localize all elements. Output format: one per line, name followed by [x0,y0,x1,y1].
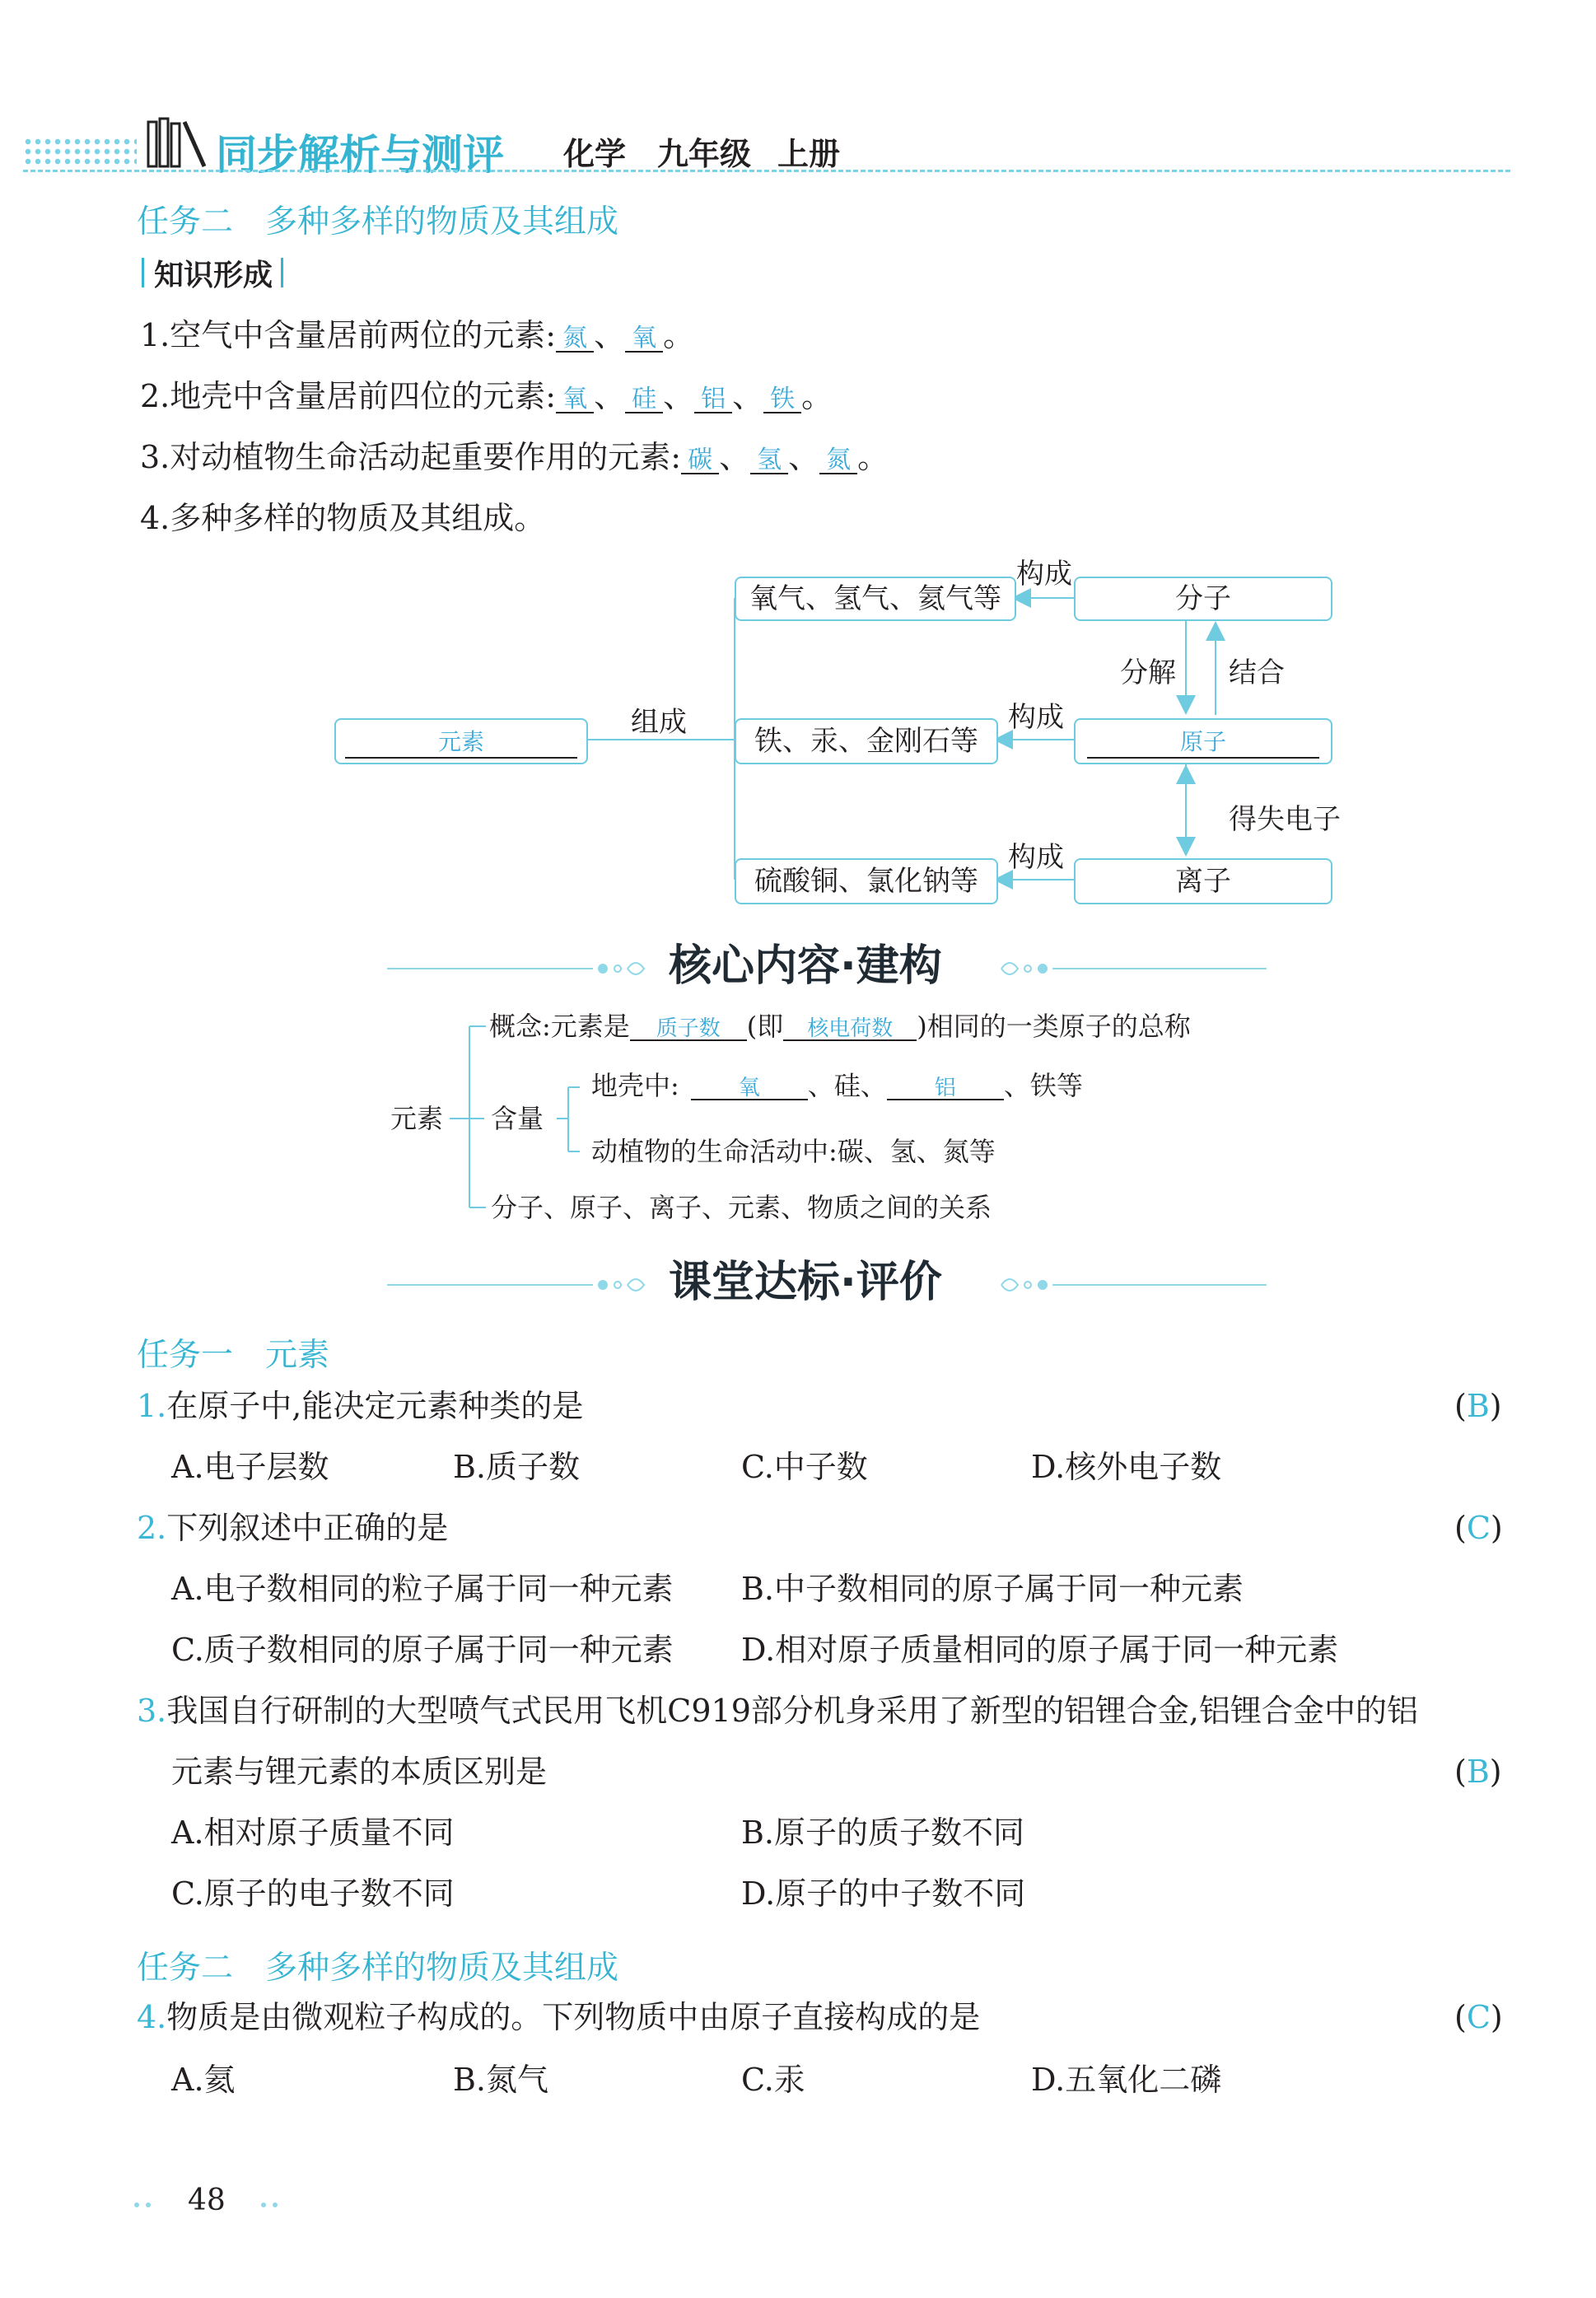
ion-label: 离子 [1175,865,1231,898]
substances-row2: 铁、汞、金刚石等 [754,725,978,758]
task1-title: 任务一 元素 [137,1337,330,1374]
q3-option-b: B.原子的质子数不同 [741,1815,1025,1851]
knowledge-item-1: 1.空气中含量居前两位的元素: 氮 、 氧 。 [140,317,695,353]
q3-option-d: D.原子的中子数不同 [741,1875,1026,1912]
question-4 [137,2001,980,2033]
knowledge-item-4: 4.多种多样的物质及其组成。 [140,500,546,536]
question-4-num: 4. [137,1999,167,2035]
q2-option-d: D.相对原子质量相同的原子属于同一种元素 [741,1632,1339,1668]
item2-answer-2: 硅 [625,387,663,413]
row1-goucheng-label: 构成 [1016,558,1072,591]
question-2-answer-value: C [1466,1510,1491,1546]
grade-label: 九年级 [657,136,752,172]
question-2-num: 2. [137,1510,167,1546]
question-3-answer: (B) [1454,1754,1502,1790]
series-title: 同步解析与测评 [216,131,504,179]
question-1-num: 1. [137,1388,167,1424]
question-4-answer: (C) [1454,1999,1503,2035]
knowledge-item-2: 2.地壳中含量居前四位的元素: 氧 、 硅 、 铝 、 铁 。 [140,378,833,414]
q4-option-c: C.汞 [741,2062,805,2098]
fenjie-label: 分解 [1120,656,1176,689]
q1-option-b: B.质子数 [453,1449,581,1485]
question-2-stem: 下列叙述中正确的是 [166,1510,449,1546]
substances-row1: 氧气、氢气、氦气等 [749,582,1001,615]
core-crust-mid: 、硅、 [807,1070,887,1101]
item3-answer-2: 氢 [750,448,788,474]
jiehe-label: 结合 [1229,656,1285,689]
deshi-label: 得失电子 [1229,803,1341,836]
core-relation: 分子、原子、离子、元素、物质之间的关系 [491,1192,992,1223]
item1-text: 1.空气中含量居前两位的元素: [140,317,557,353]
question-3 [137,1693,1418,1729]
question-3-stem-line1: 我国自行研制的大型喷气式民用飞机C919部分机身采用了新型的铝锂合金,铝锂合金中的铝 [166,1693,1418,1729]
item2-answer-4: 铁 [763,387,801,413]
question-1 [137,1390,583,1422]
q3-option-c: C.原子的电子数不同 [171,1875,455,1912]
banner-core-title: 核心内容·建构 [669,941,942,991]
item3-suffix: 。 [857,439,889,475]
q2-option-a: A.电子数相同的粒子属于同一种元素 [171,1571,674,1607]
core-content: 含量 [491,1103,544,1134]
molecule-label: 分子 [1175,582,1231,615]
subject-label: 化学 [563,136,627,172]
atom-answer: 原子 [1087,724,1319,759]
core-concept-prefix: 概念:元素是 [489,1011,630,1042]
element-answer: 元素 [345,724,577,759]
core-concept-suffix: )相同的一类原子的总称 [917,1011,1191,1042]
q3-option-a: A.相对原子质量不同 [171,1815,455,1851]
core-concept-ans2: 核电荷数 [783,1018,917,1041]
core-concept-mid: (即 [746,1011,784,1042]
zucheng-label: 组成 [631,706,687,739]
q2-option-c: C.质子数相同的原子属于同一种元素 [171,1632,674,1668]
question-4-stem: 物质是由微观粒子构成的。下列物质中由原子直接构成的是 [166,1999,981,2035]
item2-suffix: 。 [801,378,833,414]
banner-eval-left-ornament [387,1282,651,1288]
question-1-stem: 在原子中,能决定元素种类的是 [166,1388,584,1424]
row2-goucheng-label: 构成 [1008,701,1064,734]
substances-row3: 硫酸铜、氯化钠等 [754,865,978,898]
item1-answer-1: 氮 [556,326,594,353]
core-crust [591,1072,1083,1100]
core-root: 元素 [390,1103,444,1134]
page-number: 48 [188,2184,226,2217]
q4-option-b: B.氮气 [453,2062,549,2098]
core-life: 动植物的生命活动中:碳、氢、氮等 [591,1136,996,1167]
core-crust-ans2: 铝 [887,1077,1004,1100]
item1-suffix: 。 [663,317,695,353]
q1-option-c: C.中子数 [741,1449,868,1485]
q2-option-b: B.中子数相同的原子属于同一种元素 [741,1571,1244,1607]
question-1-answer-value: B [1466,1388,1490,1424]
item3-answer-1: 碳 [681,448,719,474]
core-concept [489,1013,1191,1041]
question-2-answer: (C) [1454,1510,1503,1546]
section-knowledge-label: 知识形成 [154,258,273,292]
item3-text: 3.对动植物生命活动起重要作用的元素: [140,439,682,475]
q1-option-a: A.电子层数 [171,1449,329,1485]
question-2 [137,1512,448,1544]
volume-label: 上册 [777,136,841,172]
q4-option-d: D.五氧化二磷 [1031,2062,1222,2098]
banner-eval-right-ornament [995,1282,1267,1288]
task2-title: 任务二 多种多样的物质及其组成 [137,203,619,241]
item2-text: 2.地壳中含量居前四位的元素: [140,378,557,414]
knowledge-item-3: 3.对动植物生命活动起重要作用的元素: 碳 、 氢 、 氮 。 [140,439,889,475]
q4-option-a: A.氦 [171,2062,236,2098]
q1-option-d: D.核外电子数 [1031,1449,1222,1485]
item2-answer-1: 氧 [556,387,594,413]
item3-answer-3: 氮 [819,448,857,474]
item1-answer-2: 氧 [625,326,663,353]
question-3-stem-line2: 元素与锂元素的本质区别是 [171,1754,548,1790]
core-crust-ans1: 氧 [691,1077,808,1100]
question-1-answer: (B) [1454,1388,1502,1424]
core-crust-suffix: 、铁等 [1003,1070,1083,1101]
core-crust-prefix: 地壳中: [591,1070,679,1101]
core-concept-ans1: 质子数 [630,1018,747,1041]
question-3-answer-value: B [1466,1754,1490,1790]
question-4-answer-value: C [1466,1999,1491,2035]
item2-answer-3: 铝 [694,387,732,413]
row3-goucheng-label: 构成 [1008,841,1064,874]
question-3-num: 3. [137,1693,167,1729]
banner-eval-title: 课堂达标·评价 [669,1258,942,1307]
task2-bottom-title: 任务二 多种多样的物质及其组成 [137,1950,619,1987]
